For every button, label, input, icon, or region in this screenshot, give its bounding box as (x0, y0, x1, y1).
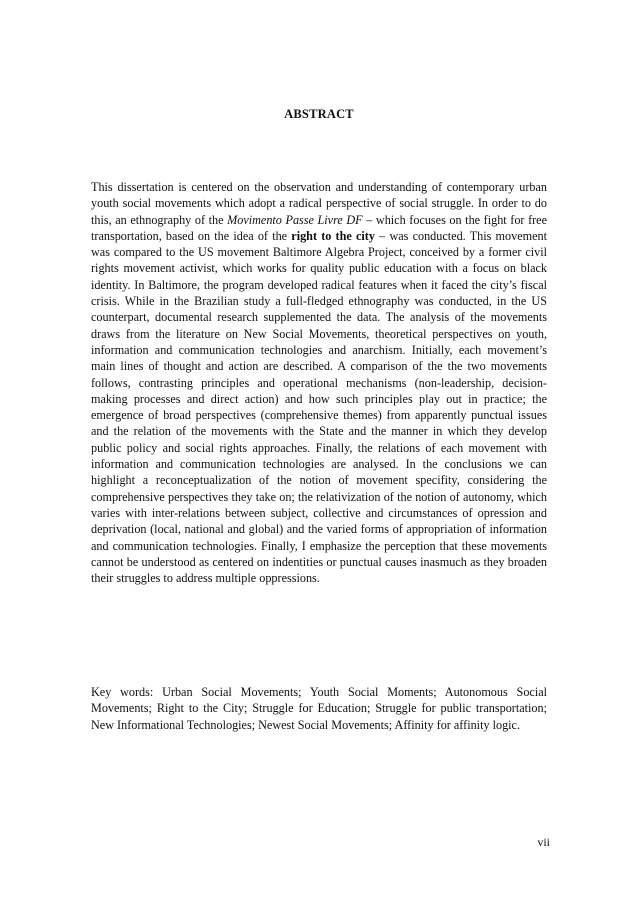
abstract-text-part1: This dissertation is centered on the observation and understanding of contemporary urban youth social movements which adopt a radical perspective of social struggle. In order to do this, an ethnography of the (91, 180, 547, 227)
keywords-section (91, 684, 547, 733)
abstract-body (91, 179, 547, 586)
abstract-text-part2: – which focuses on the fight for free transportation, based on the idea of the (91, 212, 548, 243)
abstract-paragraph (91, 179, 547, 586)
page-number: vii (537, 835, 550, 849)
abstract-emphasis: right to the city (291, 228, 375, 243)
abstract-movement-name: Movimento Passe Livre DF (227, 212, 363, 227)
abstract-title: ABSTRACT (284, 107, 354, 121)
abstract-text-part3: – was conducted. This movement was compared to the US movement Baltimore Algebra Project, conceived by a former civil rights movement activist, which works for quality public education with a focus on black identity. In Baltimore, the program developed radical features when it faced the city’s fiscal crisis. While in the Brazilian study a full-fledged ethnography was conducted, in the US counterpart, documental research supplemented the data. The analysis of the movements draws from the literature on New Social Movements, theoretical perspectives on youth, information and communication technologies and anarchism. Initially, each movement’s main lines of thought and action are described. A comparison of the the two movements follows, contrasting principles and operational mechanisms (non-leadership, decision-making processes and direct action) and how such principles play out in practice; the emergence of broad perspectives (comprehensive themes) from apparently punctual issues and the relation of the movements with the State and the manner in which they develop public policy and social rights approaches. Finally, the relations of each movement with information and communication technologies are analysed. In the conclusions we can highlight a reconceptualization of the notion of movement specifity, considering the comprehensive perspectives they take on; the relativization of the notion of autonomy, which varies with inter-relations between subject, collective and circumstances of opression and deprivation (local, national and global) and the varied forms of appropriation of information and communication technologies. Finally, I emphasize the perception that these movements cannot be understood as centered on indentities or punctual causes inasmuch as they broaden their struggles to address multiple oppressions. (91, 228, 548, 586)
keywords-paragraph: Key words: Urban Social Movements; Youth Social Moments; Autonomous Social Movements; Right to the City; Struggle for Education; Struggle for public transportation; New Informational Technologies; Newest Social Movements; Affinity for affinity logic. (91, 685, 547, 732)
